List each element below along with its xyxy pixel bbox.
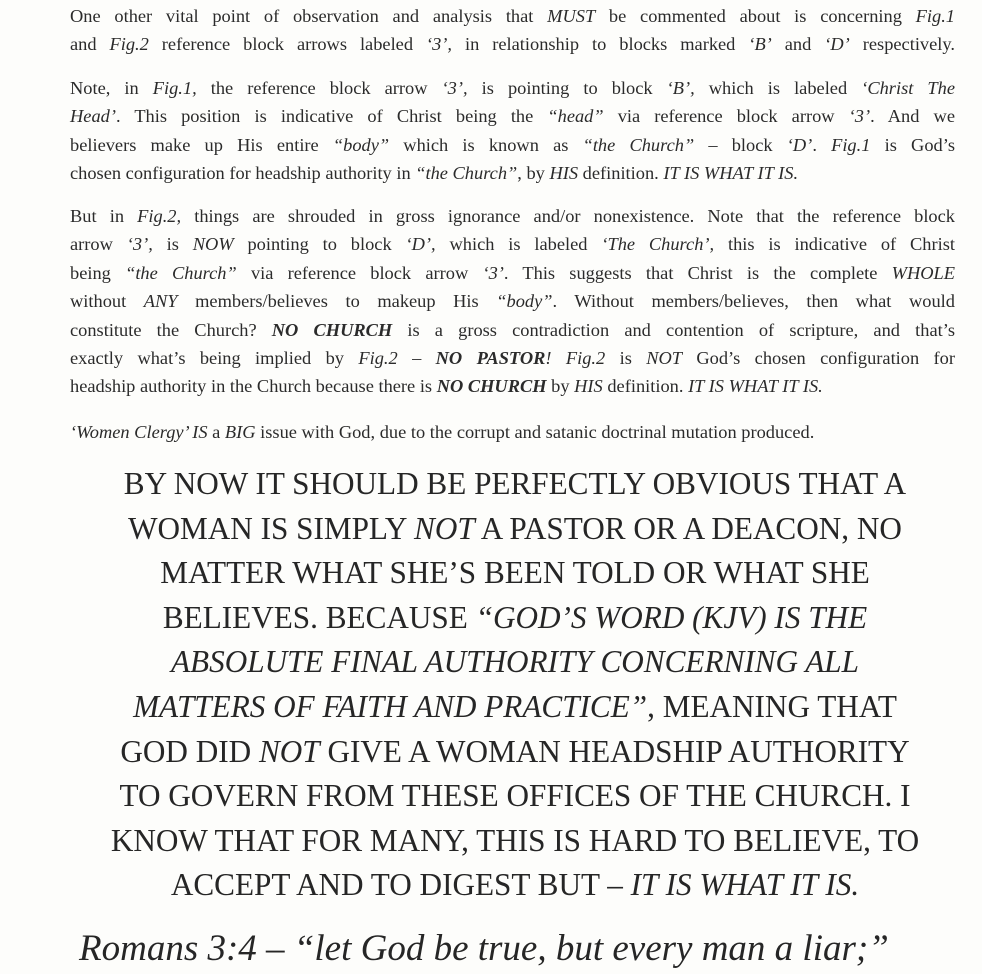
text-line: [70, 316, 955, 344]
text-run: definition.: [578, 163, 664, 184]
text-run: MATTER WHAT SHE’S BEEN TOLD OR WHAT SHE: [160, 555, 870, 591]
text-run: headship authority in the Church because there is: [70, 376, 437, 397]
emphasized-text: NOT: [258, 733, 320, 769]
text-line: [70, 30, 955, 58]
emphasized-text: ‘Christ The: [861, 78, 955, 98]
text-run: . This position is indicative of Christ being the: [115, 106, 548, 127]
emphasized-text: Fig.1: [831, 134, 871, 155]
text-run: in relationship to blocks marked: [452, 34, 749, 55]
text-run: believers make up His entire: [70, 134, 333, 155]
text-run: But in: [70, 206, 138, 226]
emphasized-text: Fig.2: [358, 348, 398, 369]
text-run: via reference block arrow: [603, 106, 849, 127]
emphasized-text: NO CHURCH: [436, 376, 547, 397]
text-run: which is labeled: [694, 78, 862, 98]
text-line: [40, 685, 982, 730]
text-run: .: [812, 134, 832, 155]
text-run: . This suggests that Christ is the complete: [503, 262, 892, 283]
emphasized-text: NOW: [192, 234, 234, 255]
text-run: WOMAN IS SIMPLY: [128, 510, 415, 546]
emphasized-text: “body”: [332, 134, 390, 155]
text-run: God’s chosen configuration for: [682, 348, 955, 369]
text-run: a: [207, 422, 225, 442]
text-line: [70, 102, 955, 130]
emphasized-text: HIS: [574, 376, 603, 397]
scripture-verse: Romans 3:4 – “let God be true, but every man a liar;”: [79, 928, 889, 969]
emphasized-text: MUST: [547, 6, 596, 26]
emphasized-text: Fig.2,: [137, 206, 182, 226]
text-line: [40, 730, 982, 775]
text-line: [70, 259, 955, 287]
text-line: [40, 551, 982, 596]
text-run: arrow: [70, 234, 127, 255]
text-run: GOD DID: [120, 733, 259, 769]
emphasized-text: ‘3’,: [425, 34, 453, 55]
text-run: , MEANING THAT: [647, 688, 897, 724]
paragraph-women-clergy-issue: [70, 418, 955, 446]
emphasized-text: ‘3’,: [441, 78, 468, 98]
emphasized-text: NO PASTOR: [435, 348, 546, 369]
text-run: be commented about is concerning: [595, 6, 916, 26]
text-line: [70, 74, 955, 102]
text-run: constitute the Church?: [70, 319, 272, 340]
emphasized-text: ‘Women Clergy’ IS: [70, 422, 208, 442]
text-line: [70, 287, 955, 315]
emphasized-text: Fig.2: [109, 34, 149, 55]
text-run: the reference block arrow: [196, 78, 442, 98]
text-run: TO GOVERN FROM THESE OFFICES OF THE CHURCH. I: [119, 778, 911, 814]
text-line: [70, 2, 955, 30]
text-run: and: [70, 34, 110, 55]
text-line: [40, 462, 982, 507]
text-run: is God’s: [870, 134, 955, 155]
text-run: . Without members/believes, then what would: [552, 291, 955, 312]
text-run: is: [152, 234, 193, 255]
emphasized-text: ‘3’,: [126, 234, 153, 255]
text-run: Note, in: [70, 78, 153, 98]
emphasized-text: ANY: [143, 291, 178, 312]
emphasized-text: “the Church”: [582, 134, 695, 155]
text-run: GIVE A WOMAN HEADSHIP AUTHORITY: [319, 733, 910, 769]
text-run: via reference block arrow: [236, 262, 483, 283]
emphasized-text: ‘D’: [824, 34, 850, 55]
text-line: [70, 372, 955, 400]
text-run: things are shrouded in gross ignorance and/or nonexistence. Note that the reference block: [181, 206, 955, 226]
emphasis-statement: [40, 462, 982, 908]
emphasized-text: NOT: [646, 348, 683, 369]
emphasized-text: Fig.2: [565, 348, 606, 369]
text-run: which is labeled: [435, 234, 602, 255]
text-line: [70, 230, 955, 258]
text-line: [40, 507, 982, 552]
text-run: definition.: [602, 376, 689, 397]
text-run: being: [70, 262, 126, 283]
text-run: –: [397, 348, 436, 369]
emphasized-text: Head’: [70, 106, 116, 127]
text-run: chosen configuration for headship authority in: [70, 163, 416, 184]
text-line: [40, 640, 982, 685]
text-line: [70, 202, 955, 230]
text-run: BELIEVES. BECAUSE: [162, 599, 476, 635]
emphasized-text: ‘D’: [786, 134, 813, 155]
text-run: BY NOW IT SHOULD BE PERFECTLY OBVIOUS THAT A: [123, 466, 907, 501]
text-run: is: [605, 348, 647, 369]
text-run: which is known as: [389, 134, 583, 155]
emphasized-text: Fig.1: [915, 6, 955, 26]
emphasized-text: ‘D’,: [405, 234, 436, 255]
emphasized-text: MATTERS OF FAITH AND PRACTICE”: [133, 688, 648, 724]
text-run: exactly what’s being implied by: [70, 348, 359, 369]
text-line: [40, 774, 982, 819]
emphasized-text: ‘B’: [748, 34, 772, 55]
emphasized-text: NO CHURCH: [271, 319, 393, 340]
text-run: KNOW THAT FOR MANY, THIS IS HARD TO BELIEVE, TO: [110, 822, 920, 858]
text-run: members/believes to makeup His: [177, 291, 497, 312]
paragraph-fig1-explanation: [70, 74, 955, 188]
text-run: respectively.: [849, 34, 955, 55]
emphasized-text: ‘3’: [482, 262, 504, 283]
emphasized-text: NOT: [414, 510, 475, 546]
text-line: [70, 418, 955, 446]
text-run: – block: [694, 134, 787, 155]
emphasized-text: “the Church”: [415, 163, 518, 184]
text-run: ACCEPT AND TO DIGEST BUT –: [170, 867, 631, 903]
text-line: [40, 863, 982, 908]
paragraph-fig2-explanation: [70, 202, 955, 401]
text-run: this is indicative of Christ: [714, 234, 955, 255]
emphasized-text: !: [545, 348, 566, 369]
text-run: reference block arrows labeled: [148, 34, 426, 55]
emphasized-text: ‘The Church’,: [601, 234, 715, 255]
text-run: without: [70, 291, 144, 312]
emphasized-text: IT IS WHAT IT IS.: [688, 376, 823, 397]
text-run: , by: [517, 163, 550, 184]
text-line: [70, 131, 955, 159]
text-line: [40, 819, 982, 864]
text-run: . And we: [870, 106, 955, 127]
emphasized-text: HIS: [549, 163, 579, 184]
emphasized-text: ‘3’: [848, 106, 871, 127]
text-run: by: [546, 376, 575, 397]
emphasized-text: BIG: [224, 422, 256, 442]
paragraph-fig-arrows-intro: [70, 2, 955, 59]
text-line: [40, 596, 982, 641]
emphasized-text: ABSOLUTE FINAL AUTHORITY CONCERNING ALL: [171, 644, 859, 680]
emphasized-text: “head”: [547, 106, 604, 127]
text-run: One other vital point of observation and analysis that: [70, 6, 548, 26]
emphasized-text: IT IS WHAT IT IS.: [630, 867, 860, 903]
text-line: [70, 159, 955, 187]
text-run: pointing to block: [233, 234, 406, 255]
emphasized-text: “the Church”: [125, 262, 237, 283]
text-run: issue with God, due to the corrupt and satanic doctrinal mutation produced.: [255, 422, 815, 442]
text-run: A PASTOR OR A DEACON, NO: [474, 510, 902, 546]
emphasized-text: WHOLE: [891, 262, 955, 283]
emphasized-text: “GOD’S WORD (KJV) IS THE: [475, 599, 868, 635]
emphasized-text: ‘B’,: [666, 78, 695, 98]
text-line: [70, 344, 955, 372]
emphasized-text: Fig.1,: [152, 78, 197, 98]
text-run: is a gross contradiction and contention of scripture, and that’s: [392, 319, 955, 340]
emphasized-text: “body”: [496, 291, 553, 312]
text-run: is pointing to block: [467, 78, 667, 98]
text-run: and: [771, 34, 825, 55]
emphasized-text: IT IS WHAT IT IS.: [663, 163, 799, 184]
